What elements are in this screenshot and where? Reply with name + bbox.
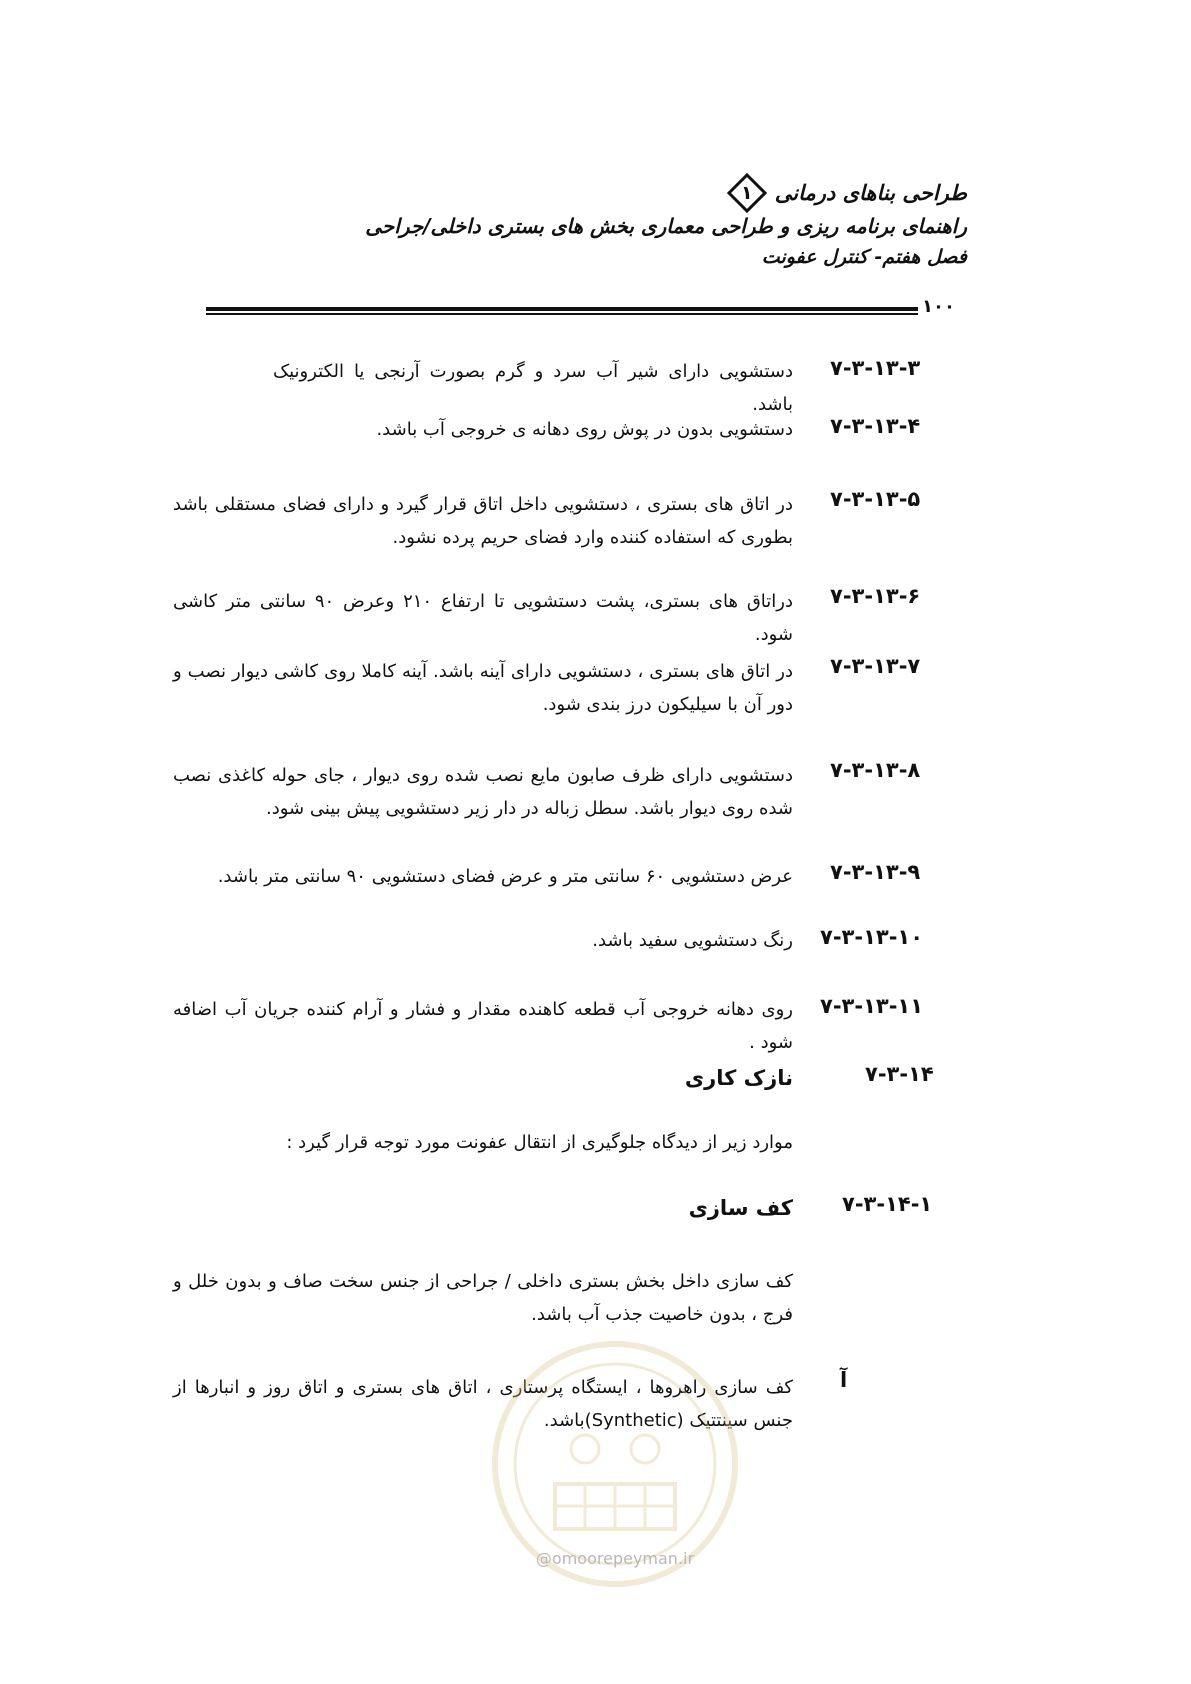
item-text: در اتاق های بستری ، دستشویی دارای آینه باشد. آینه کاملا روی کاشی دیوار نصب و دور آن با سیلیکون درز بندی شود. [173, 661, 793, 715]
item-text: دستشویی دارای شیر آب سرد و گرم بصورت آرنجی یا الکترونیک باشد. [273, 361, 793, 415]
item-number: ۷-۳-۱۳-۳ [830, 356, 921, 380]
item-text: دستشویی بدون در پوش روی دهانه ی خروجی آب باشد. [376, 419, 793, 440]
item-number: ۷-۳-۱۳-۷ [830, 654, 921, 678]
paragraph: کف سازی داخل بخش بستری داخلی / جراحی از جنس سخت صاف و بدون خلل و فرج ، بدون خاصیت جذب آب باشد. [173, 1271, 793, 1325]
list-item: کف سازی راهروها ، ایستگاه پرستاری ، اتاق های بستری و اتاق روز و انبارها از جنس سینتتیک (Synthetic)باشد. [173, 1377, 793, 1431]
item-text: دراتاق های بستری، پشت دستشویی تا ارتفاع ۲۱۰ وعرض ۹۰ سانتی متر کاشی شود. [173, 591, 793, 645]
item-number: ۷-۳-۱۳-۵ [830, 487, 921, 511]
watermark-caption: @omoorepeyman.ir [535, 1549, 695, 1568]
item-text: روی دهانه خروجی آب قطعه کاهنده مقدار و فشار و آرام کننده جریان آب اضافه شود . [173, 999, 793, 1053]
section-number: ۷-۳-۱۴ [865, 1062, 934, 1086]
item-number: ۷-۳-۱۳-۹ [830, 860, 921, 884]
book-title: طراحی بناهای درمانی [774, 181, 967, 205]
list-marker: آ [840, 1368, 848, 1392]
header-subtitle: راهنمای برنامه ریزی و طراحی معماری بخش های بستری داخلی/جراحی [365, 214, 967, 238]
item-number: ۷-۳-۱۳-۴ [830, 414, 921, 438]
item-number: ۷-۳-۱۳-۸ [830, 758, 921, 782]
subsection-number: ۷-۳-۱۴-۱ [842, 1192, 933, 1216]
item-text: دستشویی دارای ظرف صابون مایع نصب شده روی دیوار ، جای حوله کاغذی نصب شده روی دیوار باشد. سطل زباله در دار زیر دستشویی پیش بینی شود. [173, 765, 793, 819]
page-number: ۱۰۰ [918, 296, 955, 317]
section-heading: نازک کاری [684, 1066, 793, 1090]
item-text: عرض دستشویی ۶۰ سانتی متر و عرض فضای دستشویی ۹۰ سانتی متر باشد. [217, 866, 793, 887]
item-number: ۷-۳-۱۳-۶ [830, 584, 921, 608]
item-number: ۷-۳-۱۳-۱۱ [820, 994, 924, 1018]
header-chapter: فصل هفتم- کنترل عفونت [761, 246, 967, 268]
item-number: ۷-۳-۱۳-۱۰ [820, 925, 924, 949]
item-text: رنگ دستشویی سفید باشد. [592, 930, 793, 951]
item-text: در اتاق های بستری ، دستشویی داخل اتاق قرار گیرد و دارای فضای مستقلی باشد بطوری که استفاده کننده وارد فضای حریم پرده نشود. [173, 494, 793, 548]
volume-number: ۱ [740, 182, 753, 204]
subsection-heading: کف سازی [688, 1196, 793, 1220]
section-intro: موارد زیر از دیدگاه جلوگیری از انتقال عفونت مورد توجه قرار گیرد : [286, 1132, 793, 1153]
